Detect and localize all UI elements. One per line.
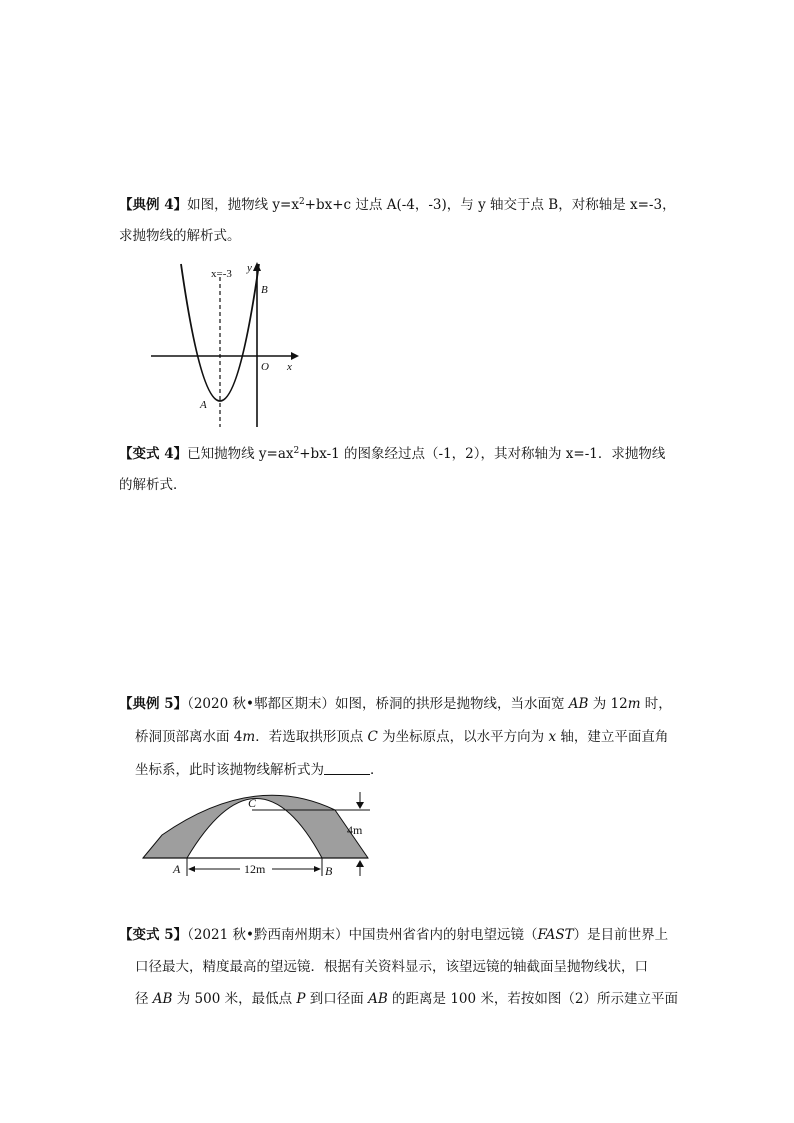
example-5-line-1	[119, 694, 672, 714]
text: （2021 秋•黔西南州期末）中国贵州省省内的射电望远镜（	[187, 927, 538, 943]
point-a-label: A	[200, 399, 207, 411]
width-arrow-right	[314, 866, 321, 872]
text: 为 500 米，最低点	[172, 991, 297, 1007]
variant-5-line-3	[135, 989, 678, 1009]
variant-4-text-a: 已知抛物线 y=ax	[187, 446, 294, 462]
text: AB	[152, 991, 173, 1007]
text: m	[242, 729, 256, 745]
text: ．若选取拱形顶点	[255, 729, 368, 745]
text: 坐标系，此时该抛物线解析式为	[135, 762, 324, 778]
variant-4-line-2	[119, 475, 187, 495]
text: P	[296, 991, 306, 1007]
text: ）是目前世界上	[573, 927, 669, 943]
text: FAST	[537, 927, 574, 943]
width-arrow-left	[188, 866, 195, 872]
text: （2020 秋•郫都区期末）如图，桥洞的拱形是抛物线，当水面宽	[187, 696, 569, 712]
height-arrow-top-head	[356, 802, 364, 809]
exponent: 2	[293, 446, 300, 456]
variant-5-line-2	[135, 957, 648, 977]
text: AB	[368, 991, 388, 1007]
x-axis-arrow	[291, 352, 299, 360]
symmetry-axis-label: x=-3	[211, 268, 232, 280]
example-4-line-1	[119, 195, 676, 215]
text: x	[548, 729, 557, 745]
text: ．	[370, 762, 384, 778]
text: 轴，建立平面直角	[556, 729, 669, 745]
variant-4-tag: 【变式 4】	[119, 446, 188, 462]
text: 径	[135, 991, 153, 1007]
variant-5-tag: 【变式 5】	[119, 927, 188, 943]
text: 桥洞顶部离水面 4	[135, 729, 243, 745]
text: C	[367, 729, 378, 745]
variant-5-line-1	[119, 925, 668, 945]
text: 到口径面	[305, 991, 369, 1007]
point-b-label: B	[261, 284, 268, 296]
y-axis-label: y	[247, 262, 252, 274]
text: 的距离是 100 米，若按如图（2）所示建立平面	[387, 991, 678, 1007]
example-4-text-2: 求抛物线的解析式。	[119, 228, 241, 244]
text: 为坐标原点，以水平方向为	[377, 729, 549, 745]
example-4-line-2	[119, 226, 241, 246]
variant-4-text-b: +bx-1 的图象经过点（-1，2），其对称轴为 x=-1．求抛物线	[299, 446, 666, 462]
bridge-figure	[140, 788, 380, 883]
height-arrow-bottom-head	[356, 860, 364, 867]
variant-4-line-1	[119, 444, 665, 464]
text: m	[627, 696, 641, 712]
point-b-label: B	[325, 864, 333, 878]
width-label: 12m	[244, 862, 266, 876]
text: 时，	[640, 696, 672, 712]
variant-4-text-2: 的解析式．	[119, 477, 187, 493]
example-4-text-b: +bx+c 过点 A(-4，-3)，与 y 轴交于点 B，对称轴是 x=-3，	[304, 197, 676, 213]
exponent: 2	[298, 197, 305, 207]
vertex-c-label: C	[248, 796, 257, 810]
example-4-text-a: 如图，抛物线 y=x	[187, 197, 299, 213]
point-a-label: A	[173, 862, 181, 876]
origin-label: O	[261, 361, 269, 373]
text: 为 12	[588, 696, 628, 712]
height-label: 4m	[347, 823, 363, 837]
answer-blank[interactable]	[324, 761, 370, 775]
parabola-figure	[145, 255, 305, 435]
text: AB	[568, 696, 589, 712]
x-axis-label: x	[287, 361, 292, 373]
example-5-line-2	[135, 727, 668, 747]
example-5-line-3	[135, 760, 384, 780]
example-5-tag: 【典例 5】	[119, 696, 188, 712]
y-axis-arrow	[253, 262, 261, 271]
example-4-tag: 【典例 4】	[119, 197, 188, 213]
text: 口径最大，精度最高的望远镜．根据有关资料显示，该望远镜的轴截面呈抛物线状，口	[135, 959, 648, 975]
